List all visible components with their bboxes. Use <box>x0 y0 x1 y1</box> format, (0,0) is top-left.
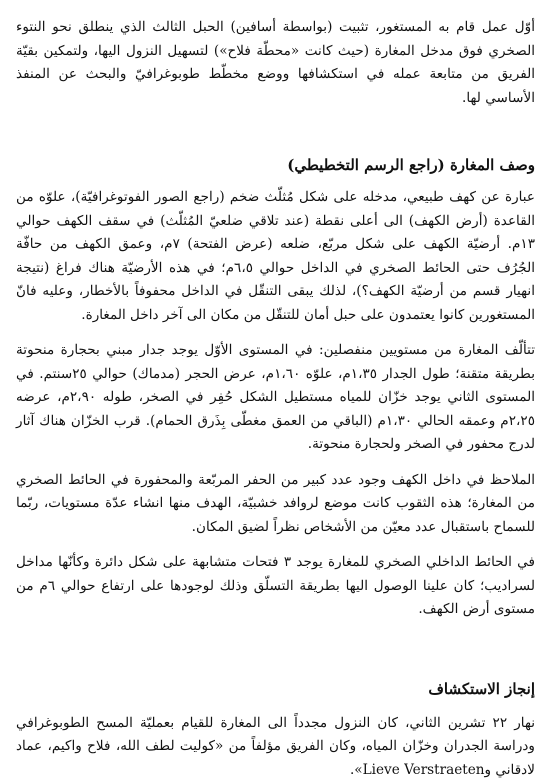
section-heading-exploration-completion: إنجاز الاستكشاف <box>16 678 535 700</box>
exploration-completion-paragraph: نهار ٢٢ تشرين الثاني، كان النزول مجدداً الى المغارة للقيام بعمليّة المسح الطوبوغرافي ودراسة الجدران وخزّان المياه، وكان الفريق مؤلفاً من «كوليت لطف الله، فلاح واكيم، عماد لادقاني وLieve Verstraeten». <box>16 712 535 782</box>
cave-description-paragraph: عبارة عن كهف طبيعي، مدخله على شكل مُثلّث ضخم (راجع الصور الفوتوغرافيّة)، علوّه من القاعدة (أرض الكهف) الى أعلى نقطة (عند تلاقي ضلعيّ المُثلّث) في سقف الكهف حوالي ١٣م. أرضيّة الكهف على شكل مربّع، ضلعه (عرض الفتحة) ٧م، وعمق الكهف من حافّة الجُرُف حتى الحائط الصخري في الداخل حوالي ٦،٥م؛ في هذه الأرضيّة هناك فراغ (نتيجة انهيار قسم من أرضيّة الكهف؟)، لذلك يبقى التنقّل في الداخل محفوفاً بالأخطار، وعليه فانّ المستغورين كانوا يعتمدون على حبل أمان للتنقّل من مكان الى آخر داخل المغارة. <box>16 186 535 327</box>
intro-paragraph: أوّل عمل قام به المستغور، تثبيت (بواسطة أسافين) الحبل الثالث الذي ينطلق نحو النتوء الصخري فوق مدخل المغارة (حيث كانت «محطّة فلاح») لتسهيل النزول اليها، ولتمكين بقيّة الفريق من متابعة عمله في استكشافها ووضع مخطّط طوبوغرافيّ والبحث عن المنفذ الأساسي لها. <box>16 16 535 110</box>
section-heading-cave-description: وصف المغارة (راجع الرسم التخطيطي) <box>16 154 535 176</box>
wall-openings-paragraph: في الحائط الداخلي الصخري للمغارة يوجد ٣ فتحات متشابهة على شكل دائرة وكأنّها مداخل لسراديب؛ كان علينا الوصول اليها بطريقة التسلّق وذلك لوجودها على ارتفاع حوالي ٦م من مستوى أرض الكهف. <box>16 551 535 622</box>
wall-holes-paragraph: الملاحظ في داخل الكهف وجود عدد كبير من الحفر المربّعة والمحفورة في الحائط الصخري من المغارة؛ هذه الثقوب كانت موضع لروافد خشبيّة، الهدف منها انشاء عدّة مستويات، ربّما للسماح باستقبال عدد معيّن من الأشخاص نظراً لضيق المكان. <box>16 469 535 540</box>
cave-levels-paragraph: تتألّف المغارة من مستويين منفصلين: في المستوى الأوّل يوجد جدار مبني بحجارة منحوتة بطريقة متقنة؛ طول الجدار ١،٣٥م، علوّه ١،٦٠م، عرض الحجر (مدماك) حوالي ٢٥سنتم. في المستوى الثاني يوجد خزّان للمياه مستطيل الشكل حُفِر في الصخر، طوله ٢،٩٠م، عرضه ٢،٢٥م وعمقه الحالي ١،٣٠م (الباقي من العمق مغطّى بِذَرق الحمام). قرب الخزّان هناك آثار لدرج محفور في الصخر ولحجارة منحوتة. <box>16 339 535 457</box>
